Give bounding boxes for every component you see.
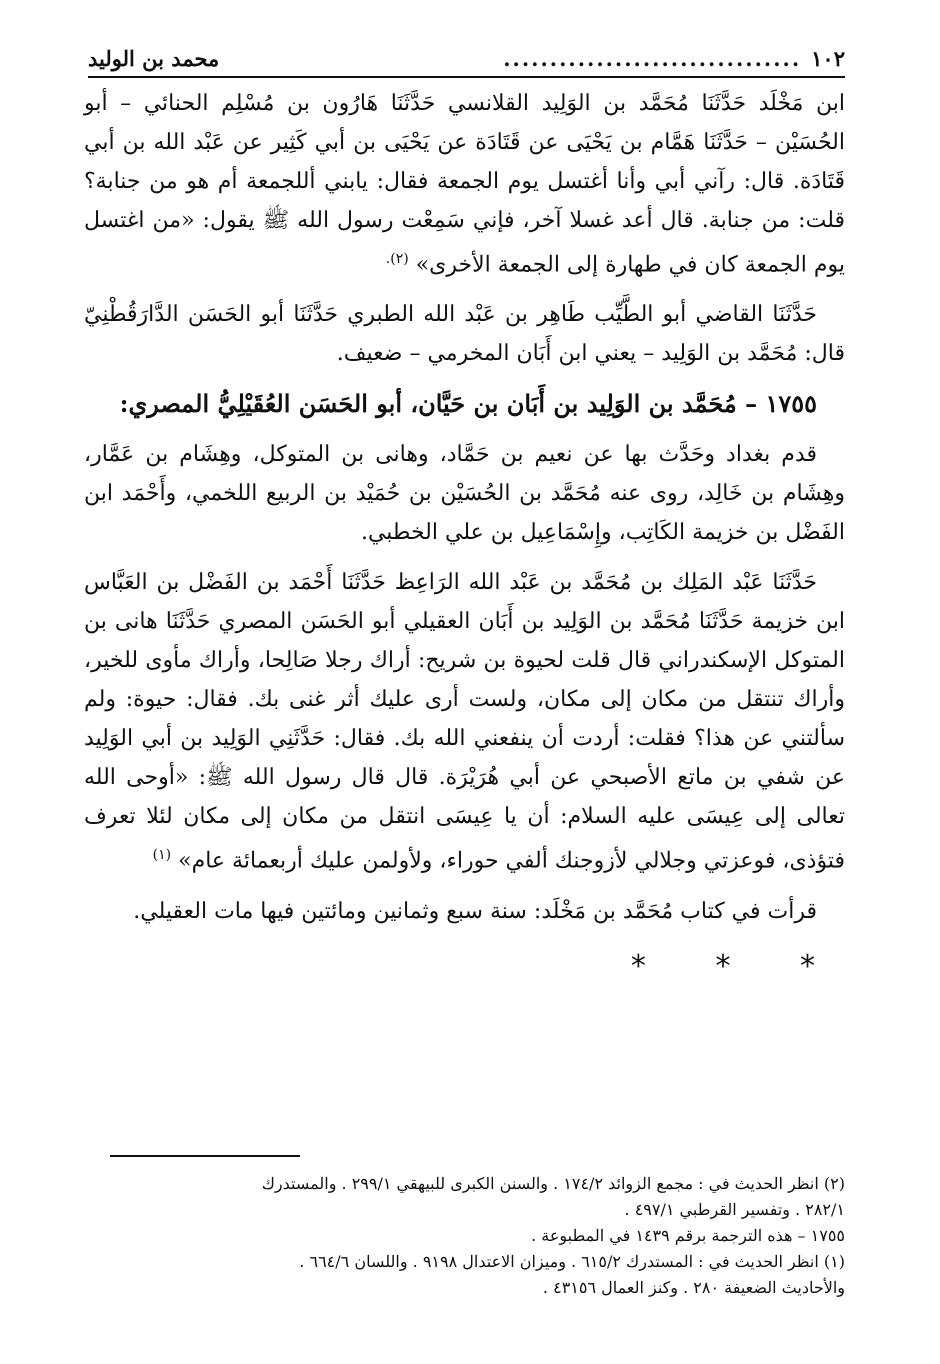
footnote-marker: (١): [152, 847, 172, 864]
running-head: [88, 40, 845, 78]
paragraph: قرأت في كتاب مُحَمَّد بن مَخْلَد: سنة سبع وثمانين ومائتين فيها مات العقيلي.: [133, 898, 817, 924]
footnote: والأحاديث الضعيفة ٢٨٠ . وكنز العمال ٤٣١٥٦ .: [542, 1278, 845, 1297]
page-number: ١٠٢: [811, 45, 845, 71]
footnote: (١) انظر الحديث في : المستدرك ٦١٥/٢ . وميزان الاعتدال ٩١٩٨ . واللسان ٦٦٤/٦ .: [299, 1252, 845, 1271]
paragraph: [84, 84, 845, 284]
section-separator: * * *: [630, 948, 845, 984]
footnote: ٢٨٢/١ . وتفسير القرطبي ٤٩٧/١ .: [624, 1200, 845, 1219]
paragraph: [84, 563, 845, 880]
footnote-rule: [110, 1155, 300, 1157]
leader-dots: ................................: [503, 45, 802, 71]
entry-heading: ١٧٥٥ – مُحَمَّد بن الوَلِيد بن أَبَان بن حَيَّان، أبو الحَسَن العُقَيْلِيُّ المصري:: [119, 389, 817, 419]
main-text: [84, 84, 845, 986]
paragraph: قدم بغداد وحَدَّث بها عن نعيم بن حَمَّاد، وهانى بن المتوكل، وهِشَام بن عَمَّار، وهِشَام بن خَالِد، روى عنه مُحَمَّد بن الحُسَيْن بن حُمَيْد بن الربيع اللخمي، وأَحْمَد ابن الفَضْل بن خزيمة الكَاتِب، وإِسْمَاعِيل بن علي الخطبي.: [84, 442, 845, 546]
paragraph: حَدَّثَنَا القاضي أبو الطَّيِّب طَاهِر بن عَبْد الله الطبري حَدَّثَنَا أبو الحَسَن الدَّارَقُطْنِيّ قال: مُحَمَّد بن الوَلِيد – يعني ابن أَبَان المخرمي – ضعيف.: [84, 302, 845, 367]
paragraph-text: حَدَّثَنَا عَبْد المَلِك بن مُحَمَّد بن عَبْد الله الرَاعِظ حَدَّثَنَا أَحْمَد بن الفَضْل بن العَبَّاس ابن خزيمة حَدَّثَنَا مُحَمَّد بن الوَلِيد بن أَبَان العقيلي أبو الحَسَن المصري حَدَّثَنَا هانى بن المتوكل الإسكندراني قال قلت لحيوة بن شريح: أراك رجلا صَالِحا، وأراك مأوى للخير، وأراك تنتقل من مكان إلى مكان، ولست أرى عليك أثر غنى بك. فقال: حيوة: ولم سألتني عن هذا؟ فقلت: أردت أن ينفعني الله بك. فقال: حَدَّثَنِي الوَلِيد بن أبي الوَلِيد عن شفي بن ماتع الأصبحي عن أبي هُرَيْرَة. قال قال رسول الله ﷺ: «أوحى الله تعالى إلى عِيسَى عليه السلام: أن يا عِيسَى انتقل من مكان إلى مكان لئلا تعرف فتؤذى، فوعزتي وجلالي لأزوجنك ألفي حوراء، ولأولمن عليك أربعمائة عام»: [84, 570, 845, 874]
paragraph-text: ابن مَخْلَد حَدَّثَنَا مُحَمَّد بن الوَلِيد القلانسي حَدَّثَنَا هَارُون بن مُسْلِم الحنائي – أبو الحُسَيْن – حَدَّثَنَا هَمَّام بن يَحْيَى عن قَتَادَة عن يَحْيَى بن أبي كَثِير عن عَبْد الله بن أبي قَتَادَة. قال: رآني أبي وأنا أغتسل يوم الجمعة فقال: يابني أللجمعة أم هو من جنابة؟ قلت: من جنابة. قال أعد غسلا آخر، فإني سَمِعْت رسول الله ﷺ يقول: «من اغتسل يوم الجمعة كان في طهارة إلى الجمعة الأخرى»: [84, 91, 845, 278]
footnotes: [84, 1172, 845, 1302]
footnote: ١٧٥٥ – هذه الترجمة برقم ١٤٣٩ في المطبوعة .: [531, 1226, 845, 1245]
running-title: محمد بن الوليد: [88, 45, 220, 71]
footnote-marker: (٢).: [385, 251, 409, 267]
footnote: (٢) انظر الحديث في : مجمع الزوائد ١٧٤/٢ . والسنن الكبرى للبيهقي ٢٩٩/١ . والمستدرك: [261, 1174, 845, 1193]
